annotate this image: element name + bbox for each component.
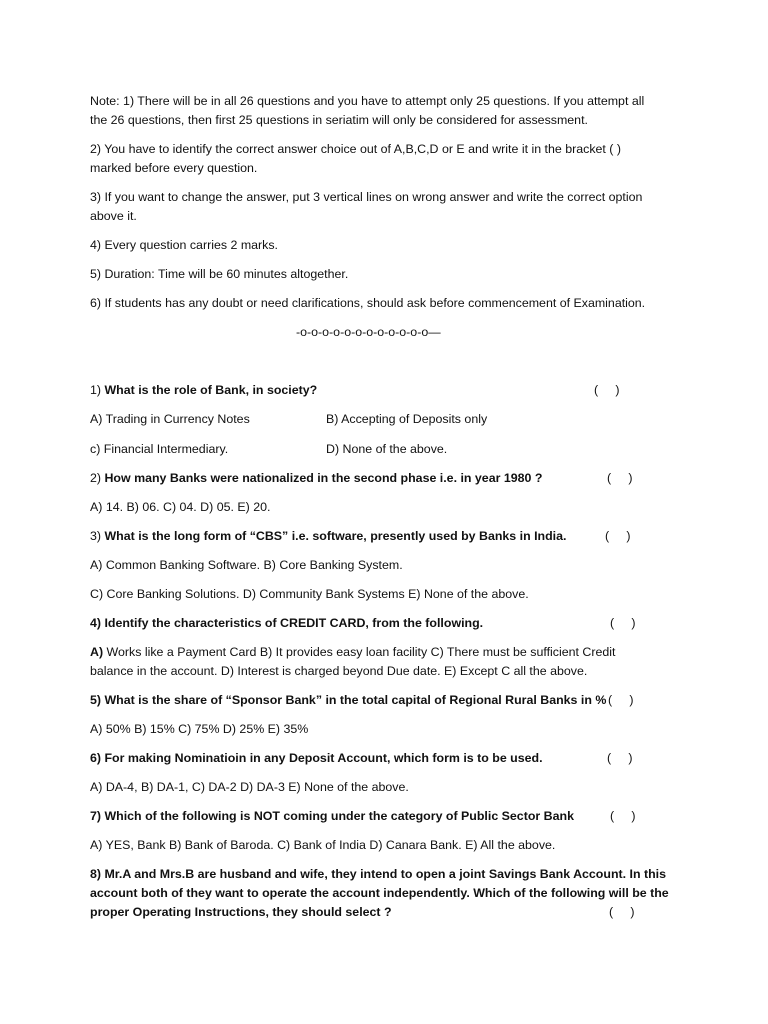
answer-bracket-1[interactable]: ( ) xyxy=(594,383,620,397)
question-1-option-b: B) Accepting of Deposits only xyxy=(326,412,488,426)
note-3-line-1: 3) If you want to change the answer, put 3 vertical lines on wrong answer and write the correct option xyxy=(90,190,643,204)
question-6-options: A) DA-4, B) DA-1, C) DA-2 D) DA-3 E) None of the above. xyxy=(90,780,409,794)
question-2-number: 2) xyxy=(90,471,105,485)
separator-line: -o-o-o-o-o-o-o-o-o-o-o-o— xyxy=(296,325,441,339)
answer-bracket-6[interactable]: ( ) xyxy=(607,751,633,765)
question-1-option-a: A) Trading in Currency Notes xyxy=(90,412,250,426)
question-4-options-text: Works like a Payment Card B) It provides easy loan facility C) There must be sufficient Credit xyxy=(103,645,616,659)
answer-bracket-2[interactable]: ( ) xyxy=(607,471,633,485)
answer-bracket-8[interactable]: ( ) xyxy=(609,905,635,919)
note-2-line-1: 2) You have to identify the correct answer choice out of A,B,C,D or E and write it in the bracket ( ) xyxy=(90,142,621,156)
question-4-option-a-label: A) xyxy=(90,645,104,659)
question-8-line-1: 8) Mr.A and Mrs.B are husband and wife, they intend to open a joint Savings Bank Account. In this xyxy=(90,867,667,881)
answer-bracket-5[interactable]: ( ) xyxy=(608,693,634,707)
question-1 xyxy=(90,381,317,400)
question-2-options: A) 14. B) 06. C) 04. D) 05. E) 20. xyxy=(90,500,271,514)
note-1-line-1: Note: 1) There will be in all 26 questions and you have to attempt only 25 questions. If you attempt all xyxy=(90,94,645,108)
question-1-option-d: D) None of the above. xyxy=(326,442,448,456)
note-5: 5) Duration: Time will be 60 minutes altogether. xyxy=(90,267,349,281)
answer-bracket-3[interactable]: ( ) xyxy=(605,529,631,543)
question-7-options: A) YES, Bank B) Bank of Baroda. C) Bank of India D) Canara Bank. E) All the above. xyxy=(90,838,556,852)
question-3-number: 3) xyxy=(90,529,105,543)
question-3 xyxy=(90,527,566,546)
question-1-option-c: c) Financial Intermediary. xyxy=(90,442,229,456)
question-1-number: 1) xyxy=(90,383,105,397)
question-2-text: How many Banks were nationalized in the second phase i.e. in year 1980 ? xyxy=(104,471,543,485)
question-3-options-line-1: A) Common Banking Software. B) Core Banking System. xyxy=(90,558,403,572)
question-2 xyxy=(90,469,542,488)
answer-bracket-4[interactable]: ( ) xyxy=(610,616,636,630)
question-7-text: 7) Which of the following is NOT coming under the category of Public Sector Bank xyxy=(90,809,574,823)
question-3-text: What is the long form of “CBS” i.e. software, presently used by Banks in India. xyxy=(104,529,567,543)
note-6: 6) If students has any doubt or need clarifications, should ask before commencement of Examination. xyxy=(90,296,646,310)
question-4-text: 4) Identify the characteristics of CREDIT CARD, from the following. xyxy=(90,616,484,630)
question-8-line-3: proper Operating Instructions, they should select ? xyxy=(90,905,392,919)
question-5-text: 5) What is the share of “Sponsor Bank” in the total capital of Regional Rural Banks in % xyxy=(90,693,607,707)
question-4-options-line-2: balance in the account. D) Interest is charged beyond Due date. E) Except C all the above. xyxy=(90,664,588,678)
answer-bracket-7[interactable]: ( ) xyxy=(610,809,636,823)
note-4: 4) Every question carries 2 marks. xyxy=(90,238,278,252)
question-3-options-line-2: C) Core Banking Solutions. D) Community Bank Systems E) None of the above. xyxy=(90,587,529,601)
note-1-line-2: the 26 questions, then first 25 questions in seriatim will only be considered for assessment. xyxy=(90,113,588,127)
question-5-options: A) 50% B) 15% C) 75% D) 25% E) 35% xyxy=(90,722,309,736)
question-8-line-2: account both of they want to operate the account independently. Which of the following will be the xyxy=(90,886,669,900)
note-2-line-2: marked before every question. xyxy=(90,161,258,175)
question-6-text: 6) For making Nominatioin in any Deposit Account, which form is to be used. xyxy=(90,751,543,765)
note-3-line-2: above it. xyxy=(90,209,137,223)
question-1-text: What is the role of Bank, in society? xyxy=(104,383,318,397)
question-4-options-line-1 xyxy=(90,643,615,662)
